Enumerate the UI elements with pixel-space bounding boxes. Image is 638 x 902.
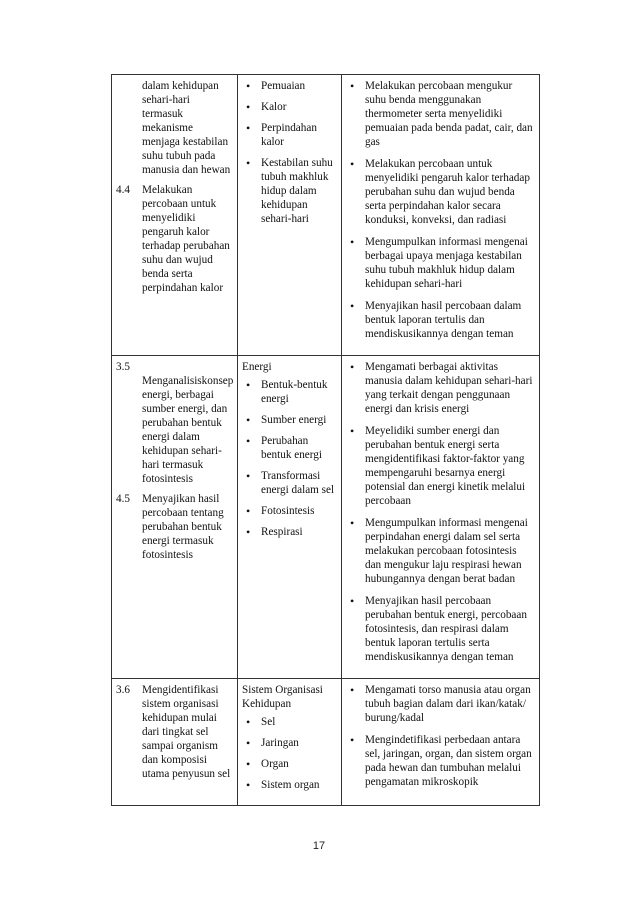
list-item: • Bentuk-bentuk energi	[242, 378, 337, 406]
list-item: • Perubahan bentuk energi	[242, 434, 337, 462]
material-list	[242, 378, 337, 539]
competency-cell	[112, 356, 238, 679]
competency-number: 4.5	[116, 493, 130, 505]
competency-item	[116, 183, 233, 295]
table-row	[112, 75, 540, 356]
list-item: • Jaringan	[242, 736, 337, 750]
table-row	[112, 356, 540, 679]
material-list	[242, 79, 337, 226]
activity-cell	[342, 356, 540, 679]
competency-cell	[112, 679, 238, 806]
activity-list	[346, 360, 535, 664]
list-item: • Transformasi energi dalam sel	[242, 469, 337, 497]
competency-text: Melakukan percobaan untuk menyelidiki pengaruh kalor terhadap perubahan suhu dan wujud benda serta perpindahan kalor	[142, 184, 230, 294]
list-item: • Menyajikan hasil percobaan dalam bentuk laporan tertulis dan mendiskusikannya dengan teman	[346, 299, 535, 341]
list-item: • Melakukan percobaan mengukur suhu benda menggunakan thermometer serta menyelidiki pemuaian pada benda padat, cair, dan gas	[346, 79, 535, 149]
material-cell	[238, 75, 342, 356]
competency-number: 3.6	[116, 684, 130, 696]
competency-number: 3.5	[116, 361, 130, 373]
list-item: • Mengumpulkan informasi mengenai perpindahan energi dalam sel serta melakukan percobaan fotosintesis dan mengukur laju respirasi hewan hubungannya dengan berat badan	[346, 516, 535, 586]
list-item: • Menyajikan hasil percobaan perubahan bentuk energi, percobaan fotosintesis, dan respirasi dalam bentuk laporan tertulis serta mendiskusikannya dengan teman	[346, 594, 535, 664]
list-item: • Mengindetifikasi perbedaan antara sel, jaringan, organ, dan sistem organ pada hewan dan tumbuhan melalui pengamatan mikroskopik	[346, 733, 535, 789]
list-item: • Pemuaian	[242, 79, 337, 93]
list-item: • Perpindahan kalor	[242, 121, 337, 149]
competency-item	[116, 492, 233, 562]
activity-list	[346, 79, 535, 341]
competency-text: Mengidentifikasi sistem organisasi kehidupan mulai dari tingkat sel sampai organism dan komposisi utama penyusun sel	[142, 684, 231, 780]
competency-text: Menyajikan hasil percobaan tentang perubahan bentuk energi termasuk fotosintesis	[142, 493, 224, 561]
competency-number: 4.4	[116, 184, 130, 196]
list-item: • Fotosintesis	[242, 504, 337, 518]
list-item: • Respirasi	[242, 525, 337, 539]
list-item: • Meyelidiki sumber energi dan perubahan bentuk energi serta mengidentifikasi faktor-faktor yang mempengaruhi besarnya energi potensial dan energi kinetik melalui percobaan	[346, 424, 535, 508]
material-heading: Sistem Organisasi Kehidupan	[242, 684, 323, 710]
competency-item	[116, 683, 233, 781]
page-number: 17	[312, 840, 326, 852]
list-item: • Kalor	[242, 100, 337, 114]
list-item: • Sel	[242, 715, 337, 729]
list-item: • Sumber energi	[242, 413, 337, 427]
list-item: • Organ	[242, 757, 337, 771]
activity-cell	[342, 75, 540, 356]
list-item: • Kestabilan suhu tubuh makhluk hidup dalam kehidupan sehari-hari	[242, 156, 337, 226]
competency-text: Menganalisiskonsep energi, berbagai sumber energi, dan perubahan bentuk energi dalam kehidupan sehari-hari termasuk fotosintesis	[142, 375, 234, 485]
list-item: • Mengamati berbagai aktivitas manusia dalam kehidupan sehari-hari yang terkait dengan penggunaan energi dan krisis energi	[346, 360, 535, 416]
competency-item	[116, 360, 233, 486]
competency-cell	[112, 75, 238, 356]
activity-list	[346, 683, 535, 789]
material-heading: Energi	[242, 361, 272, 373]
list-item: • Mengumpulkan informasi mengenai berbagai upaya menjaga kestabilan suhu tubuh makhluk hidup dalam kehidupan sehari-hari	[346, 235, 535, 291]
material-list	[242, 715, 337, 792]
competency-item	[116, 79, 233, 177]
material-cell	[238, 356, 342, 679]
table-row	[112, 679, 540, 806]
list-item: • Mengamati torso manusia atau organ tubuh bagian dalam dari ikan/katak/ burung/kadal	[346, 683, 535, 725]
curriculum-table	[111, 74, 540, 806]
list-item: • Sistem organ	[242, 778, 337, 792]
competency-text: dalam kehidupan sehari-hari termasuk mekanisme menjaga kestabilan suhu tubuh pada manusia dan hewan	[142, 80, 231, 176]
list-item: • Melakukan percobaan untuk menyelidiki pengaruh kalor terhadap perubahan suhu dan wujud benda serta perpindahan kalor secara konduksi, konveksi, dan radiasi	[346, 157, 535, 227]
activity-cell	[342, 679, 540, 806]
material-cell	[238, 679, 342, 806]
